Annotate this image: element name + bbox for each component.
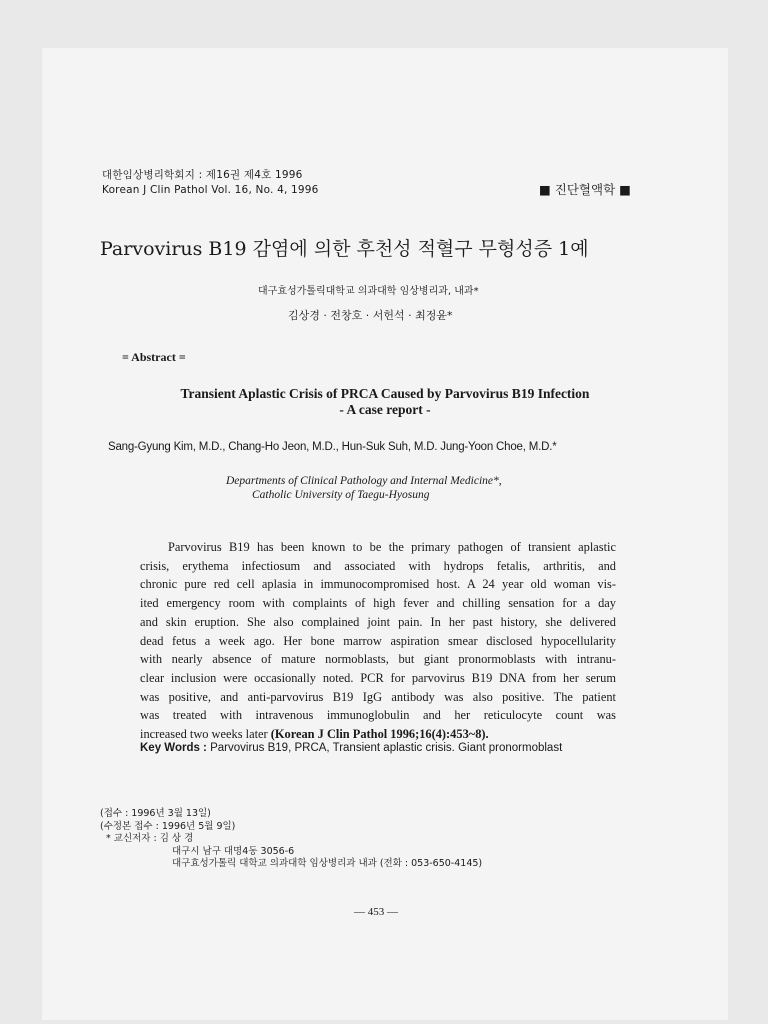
abstract-line: was treated with intravenous immunoglobulin and her reticulocyte count was bbox=[140, 708, 616, 723]
abstract-line: with nearly absence of mature normoblasts, but giant pronormoblasts with intranu- bbox=[140, 652, 616, 667]
departments-line-2: Catholic University of Taegu-Hyosung bbox=[252, 489, 430, 501]
citation: (Korean J Clin Pathol 1996;16(4):453~8). bbox=[270, 727, 489, 742]
abstract-line: ited emergency room with complaints of high fever and chilling sensation for a day bbox=[140, 596, 616, 611]
abstract-last-line bbox=[140, 725, 616, 744]
departments bbox=[226, 474, 502, 502]
abstract-last-text: increased two weeks later bbox=[140, 727, 268, 742]
journal-name-korean: 대한임상병리학회지 : 제16권 제4호 1996 bbox=[102, 169, 303, 181]
abstract-heading: = Abstract = bbox=[122, 350, 186, 364]
abstract-line: chronic pure red cell aplasia in immunocompromised host. A 24 year old woman vis- bbox=[140, 577, 616, 592]
english-title-subtitle: - A case report - bbox=[339, 402, 431, 417]
departments-line-1: Departments of Clinical Pathology and Internal Medicine*, bbox=[226, 475, 502, 487]
journal-name-english: Korean J Clin Pathol Vol. 16, No. 4, 1996 bbox=[102, 184, 319, 196]
abstract-line: crisis, erythema infectiosum and associated with hydrops fetalis, arthritis, and bbox=[140, 558, 616, 573]
abstract-line: was positive, and anti-parvovirus B19 IgG antibody was also positive. The patient bbox=[140, 689, 616, 704]
footnotes bbox=[100, 808, 482, 871]
abstract-line: clear inclusion were occasionally noted. PCR for parvovirus B19 DNA from her serum bbox=[140, 670, 616, 685]
authors-english: Sang-Gyung Kim, M.D., Chang-Ho Jeon, M.D., Hun-Suk Suh, M.D. Jung-Yoon Choe, M.D.* bbox=[108, 441, 557, 453]
footnote-address-2: 대구효성가톨릭 대학교 의과대학 임상병리과 내과 (전화 : 053-650-4145) bbox=[172, 858, 483, 869]
section-tag: ■ 진단혈액학 ■ bbox=[539, 182, 631, 197]
abstract-line: dead fetus a week ago. Her bone marrow aspiration smear disclosed hypocellularity bbox=[140, 633, 616, 648]
footnote-received: (접수 : 1996년 3월 13일) bbox=[100, 808, 211, 819]
abstract-line: Parvovirus B19 has been known to be the primary pathogen of transient aplastic bbox=[168, 540, 616, 554]
abstract-body bbox=[140, 538, 616, 744]
abstract-line: and skin eruption. She also complained joint pain. In her past history, she delivered bbox=[140, 614, 616, 629]
footnote-address-1: 대구시 남구 대명4동 3056-6 bbox=[172, 845, 295, 857]
keywords bbox=[140, 742, 562, 754]
english-title bbox=[42, 386, 728, 418]
journal-page bbox=[42, 48, 728, 1020]
footnote-corresponding: * 교신저자 : 김 상 경 bbox=[106, 833, 194, 844]
journal-header bbox=[102, 168, 319, 198]
keywords-value: Parvovirus B19, PRCA, Transient aplastic crisis. Giant pronormoblast bbox=[210, 742, 563, 754]
english-title-main: Transient Aplastic Crisis of PRCA Caused by Parvovirus B19 Infection bbox=[180, 386, 590, 401]
keywords-label: Key Words : bbox=[140, 742, 207, 754]
article-title: Parvovirus B19 감염에 의한 후천성 적혈구 무형성증 1예 bbox=[100, 238, 589, 260]
footnote-revised: (수정본 접수 : 1996년 5월 9일) bbox=[100, 820, 236, 832]
authors-korean: 김상경 · 전창호 · 서헌석 · 최정윤* bbox=[288, 309, 453, 322]
affiliation-korean: 대구효성가톨릭대학교 의과대학 임상병리과, 내과* bbox=[258, 286, 479, 297]
page-number: — 453 — bbox=[354, 906, 398, 918]
